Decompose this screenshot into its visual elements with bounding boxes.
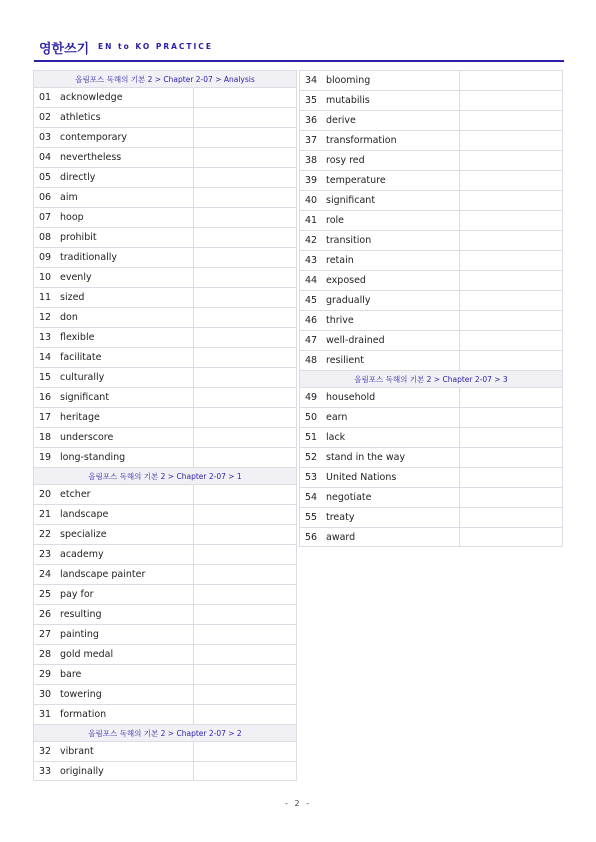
item-word: culturally [56, 368, 194, 387]
answer-blank [460, 271, 562, 290]
item-number: 50 [304, 412, 318, 423]
vocab-column-left [33, 70, 297, 781]
answer-blank [194, 108, 296, 127]
table-row [33, 624, 297, 644]
item-word: formation [56, 705, 194, 724]
item-word: gradually [322, 291, 460, 310]
answer-blank [194, 168, 296, 187]
item-number: 52 [304, 452, 318, 463]
item-number: 07 [38, 212, 52, 223]
table-row [33, 564, 297, 584]
answer-blank [194, 448, 296, 467]
item-number: 20 [38, 489, 52, 500]
answer-blank [194, 685, 296, 704]
item-number: 49 [304, 392, 318, 403]
item-number: 24 [38, 569, 52, 580]
item-number: 27 [38, 629, 52, 640]
table-row [299, 467, 563, 487]
answer-blank [460, 71, 562, 90]
item-word: transition [322, 231, 460, 250]
answer-blank [194, 248, 296, 267]
item-word: originally [56, 762, 194, 780]
item-word: bare [56, 665, 194, 684]
table-row [33, 504, 297, 524]
item-word: resilient [322, 351, 460, 370]
item-number: 32 [38, 746, 52, 757]
item-number: 02 [38, 112, 52, 123]
answer-blank [460, 211, 562, 230]
table-row [299, 190, 563, 210]
item-word: heritage [56, 408, 194, 427]
answer-blank [194, 645, 296, 664]
item-word: thrive [322, 311, 460, 330]
answer-blank [194, 408, 296, 427]
item-number: 56 [304, 532, 318, 543]
answer-blank [460, 311, 562, 330]
table-row [33, 287, 297, 307]
table-row [33, 524, 297, 544]
item-number: 10 [38, 272, 52, 283]
table-row [299, 150, 563, 170]
item-number: 18 [38, 432, 52, 443]
answer-blank [460, 388, 562, 407]
item-number: 22 [38, 529, 52, 540]
vocab-column-right [299, 70, 563, 547]
item-number: 46 [304, 315, 318, 326]
item-number: 26 [38, 609, 52, 620]
item-word: athletics [56, 108, 194, 127]
table-row [33, 387, 297, 407]
table-row [299, 487, 563, 507]
answer-blank [460, 408, 562, 427]
item-number: 23 [38, 549, 52, 560]
item-word: painting [56, 625, 194, 644]
item-word: prohibit [56, 228, 194, 247]
item-number: 30 [38, 689, 52, 700]
item-number: 33 [38, 766, 52, 777]
item-number: 14 [38, 352, 52, 363]
item-number: 17 [38, 412, 52, 423]
answer-blank [460, 251, 562, 270]
table-row [33, 307, 297, 327]
header-rule [34, 60, 564, 62]
answer-blank [194, 128, 296, 147]
answer-blank [194, 208, 296, 227]
answer-blank [194, 88, 296, 107]
answer-blank [460, 291, 562, 310]
table-row [299, 90, 563, 110]
item-word: award [322, 528, 460, 546]
item-word: rosy red [322, 151, 460, 170]
answer-blank [460, 151, 562, 170]
item-word: flexible [56, 328, 194, 347]
item-number: 34 [304, 75, 318, 86]
table-row [33, 741, 297, 761]
item-word: underscore [56, 428, 194, 447]
item-number: 39 [304, 175, 318, 186]
item-word: evenly [56, 268, 194, 287]
table-row [299, 447, 563, 467]
item-number: 25 [38, 589, 52, 600]
item-word: significant [56, 388, 194, 407]
table-row [299, 230, 563, 250]
item-word: contemporary [56, 128, 194, 147]
item-number: 05 [38, 172, 52, 183]
answer-blank [194, 605, 296, 624]
answer-blank [460, 351, 562, 370]
answer-blank [194, 288, 296, 307]
table-row [299, 250, 563, 270]
item-word: exposed [322, 271, 460, 290]
answer-blank [194, 428, 296, 447]
section-header: 올림포스 독해의 기본 2 > Chapter 2-07 > 1 [33, 467, 297, 484]
item-number: 43 [304, 255, 318, 266]
item-number: 40 [304, 195, 318, 206]
answer-blank [194, 565, 296, 584]
answer-blank [194, 585, 296, 604]
table-row [33, 644, 297, 664]
item-word: resulting [56, 605, 194, 624]
item-number: 04 [38, 152, 52, 163]
table-row [299, 350, 563, 370]
item-word: significant [322, 191, 460, 210]
item-word: gold medal [56, 645, 194, 664]
item-number: 01 [38, 92, 52, 103]
item-number: 55 [304, 512, 318, 523]
answer-blank [460, 428, 562, 447]
answer-blank [460, 91, 562, 110]
table-row [33, 684, 297, 704]
answer-blank [194, 308, 296, 327]
item-word: negotiate [322, 488, 460, 507]
table-row [33, 447, 297, 467]
item-number: 12 [38, 312, 52, 323]
section-header: 올림포스 독해의 기본 2 > Chapter 2-07 > 2 [33, 724, 297, 741]
item-number: 51 [304, 432, 318, 443]
item-word: etcher [56, 485, 194, 504]
answer-blank [194, 742, 296, 761]
item-word: landscape [56, 505, 194, 524]
answer-blank [460, 131, 562, 150]
table-row [33, 127, 297, 147]
item-word: aim [56, 188, 194, 207]
answer-blank [460, 488, 562, 507]
answer-blank [460, 528, 562, 546]
table-row [299, 290, 563, 310]
table-row [299, 527, 563, 547]
item-word: acknowledge [56, 88, 194, 107]
answer-blank [460, 231, 562, 250]
item-word: hoop [56, 208, 194, 227]
item-word: facilitate [56, 348, 194, 367]
table-row [33, 267, 297, 287]
table-row [299, 427, 563, 447]
table-row [33, 327, 297, 347]
item-number: 29 [38, 669, 52, 680]
answer-blank [460, 468, 562, 487]
item-number: 09 [38, 252, 52, 263]
table-row [299, 270, 563, 290]
answer-blank [194, 368, 296, 387]
item-number: 44 [304, 275, 318, 286]
table-row [299, 387, 563, 407]
item-number: 53 [304, 472, 318, 483]
item-number: 35 [304, 95, 318, 106]
item-number: 31 [38, 709, 52, 720]
item-number: 06 [38, 192, 52, 203]
table-row [299, 407, 563, 427]
answer-blank [194, 348, 296, 367]
answer-blank [194, 545, 296, 564]
table-row [33, 187, 297, 207]
item-word: retain [322, 251, 460, 270]
table-row [33, 107, 297, 127]
item-number: 15 [38, 372, 52, 383]
item-word: towering [56, 685, 194, 704]
answer-blank [194, 705, 296, 724]
table-row [33, 247, 297, 267]
item-word: derive [322, 111, 460, 130]
table-row [33, 704, 297, 724]
table-row [299, 170, 563, 190]
item-word: pay for [56, 585, 194, 604]
table-row [33, 427, 297, 447]
page-header [34, 38, 564, 60]
item-word: sized [56, 288, 194, 307]
table-row [299, 330, 563, 350]
item-number: 41 [304, 215, 318, 226]
section-header: 올림포스 독해의 기본 2 > Chapter 2-07 > 3 [299, 370, 563, 387]
answer-blank [460, 171, 562, 190]
answer-blank [460, 508, 562, 527]
item-word: well-drained [322, 331, 460, 350]
answer-blank [194, 762, 296, 780]
table-row [299, 507, 563, 527]
table-row [33, 544, 297, 564]
table-row [33, 87, 297, 107]
answer-blank [194, 268, 296, 287]
answer-blank [194, 328, 296, 347]
table-row [299, 310, 563, 330]
item-word: don [56, 308, 194, 327]
item-word: traditionally [56, 248, 194, 267]
table-row [33, 407, 297, 427]
table-row [299, 110, 563, 130]
table-row [33, 604, 297, 624]
item-word: temperature [322, 171, 460, 190]
item-word: lack [322, 428, 460, 447]
item-number: 37 [304, 135, 318, 146]
item-number: 36 [304, 115, 318, 126]
item-word: directly [56, 168, 194, 187]
item-word: vibrant [56, 742, 194, 761]
table-row [33, 484, 297, 504]
item-word: transformation [322, 131, 460, 150]
table-row [33, 367, 297, 387]
table-row [33, 347, 297, 367]
page-subtitle: EN to KO PRACTICE [98, 42, 213, 51]
item-word: role [322, 211, 460, 230]
item-word: stand in the way [322, 448, 460, 467]
page-title: 영한쓰기 [39, 42, 90, 57]
item-word: specialize [56, 525, 194, 544]
answer-blank [460, 448, 562, 467]
item-word: earn [322, 408, 460, 427]
item-word: nevertheless [56, 148, 194, 167]
item-number: 03 [38, 132, 52, 143]
item-number: 11 [38, 292, 52, 303]
table-row [299, 130, 563, 150]
item-word: household [322, 388, 460, 407]
item-number: 16 [38, 392, 52, 403]
item-word: long-standing [56, 448, 194, 467]
table-row [33, 664, 297, 684]
item-number: 08 [38, 232, 52, 243]
item-number: 19 [38, 452, 52, 463]
table-row [33, 761, 297, 781]
item-word: United Nations [322, 468, 460, 487]
item-number: 54 [304, 492, 318, 503]
answer-blank [194, 625, 296, 644]
answer-blank [460, 191, 562, 210]
item-number: 47 [304, 335, 318, 346]
section-header: 올림포스 독해의 기본 2 > Chapter 2-07 > Analysis [33, 70, 297, 87]
item-number: 28 [38, 649, 52, 660]
answer-blank [194, 525, 296, 544]
answer-blank [194, 148, 296, 167]
answer-blank [194, 665, 296, 684]
item-word: landscape painter [56, 565, 194, 584]
table-row [33, 584, 297, 604]
item-number: 13 [38, 332, 52, 343]
answer-blank [194, 505, 296, 524]
item-number: 48 [304, 355, 318, 366]
item-number: 38 [304, 155, 318, 166]
item-word: blooming [322, 71, 460, 90]
item-number: 45 [304, 295, 318, 306]
table-row [33, 227, 297, 247]
answer-blank [460, 331, 562, 350]
item-word: academy [56, 545, 194, 564]
answer-blank [460, 111, 562, 130]
item-number: 42 [304, 235, 318, 246]
item-number: 21 [38, 509, 52, 520]
item-word: mutabilis [322, 91, 460, 110]
table-row [33, 147, 297, 167]
answer-blank [194, 485, 296, 504]
table-row [299, 70, 563, 90]
table-row [299, 210, 563, 230]
answer-blank [194, 188, 296, 207]
answer-blank [194, 228, 296, 247]
table-row [33, 207, 297, 227]
item-word: treaty [322, 508, 460, 527]
answer-blank [194, 388, 296, 407]
page-number: - 2 - [285, 799, 311, 808]
table-row [33, 167, 297, 187]
